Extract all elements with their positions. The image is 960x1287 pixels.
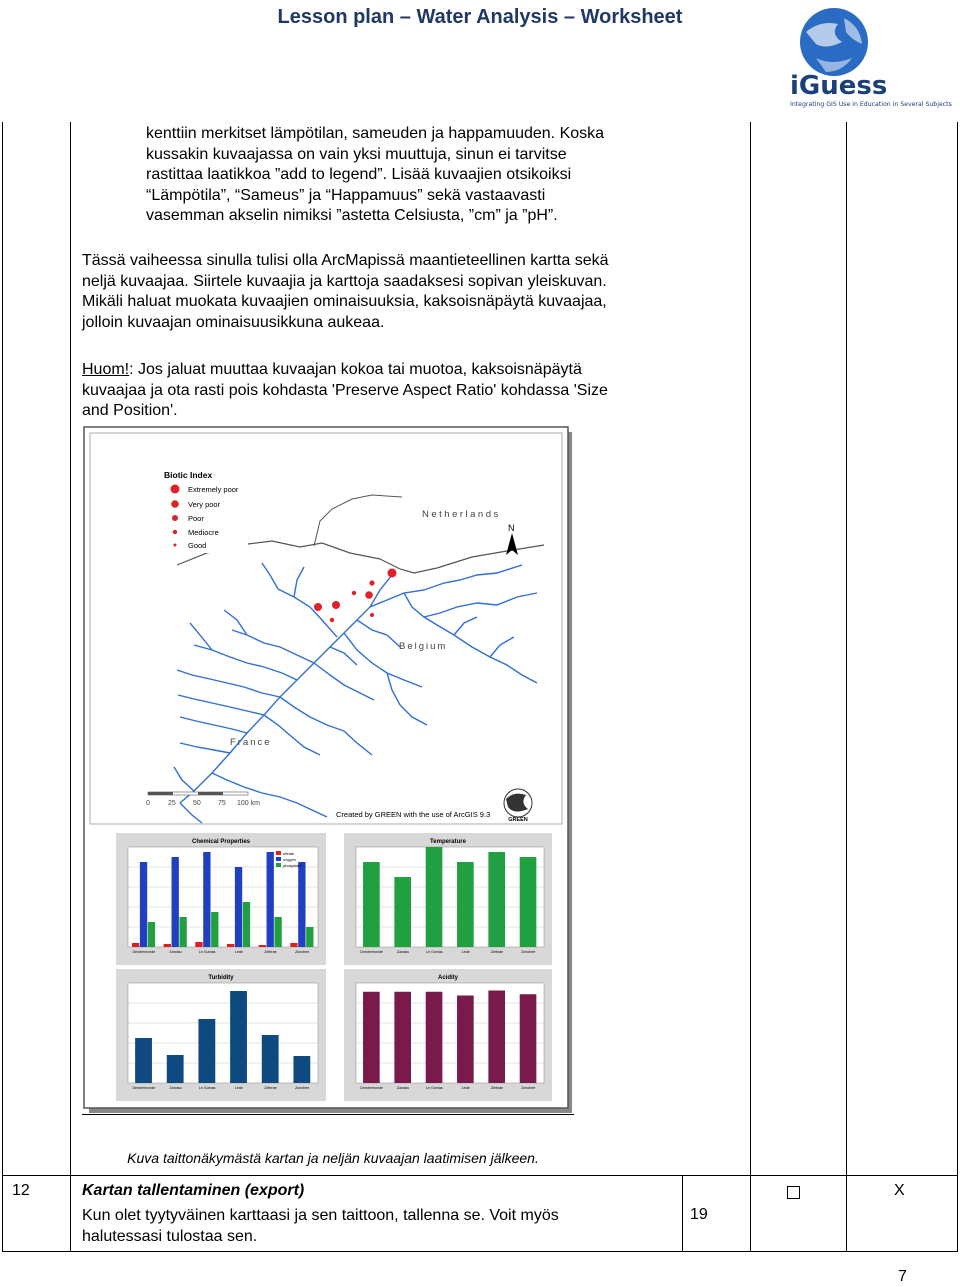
- chemical-properties-legend-label: phosphate: [283, 863, 302, 868]
- temperature-category-label: Zonobee: [521, 950, 536, 954]
- map-credit: Created by GREEN with the use of ArcGIS 9.3: [336, 810, 491, 819]
- legend-label-good: Good: [188, 541, 207, 550]
- logo-tagline: Integrating GIS Use in Education in Several Subjects: [790, 101, 952, 108]
- text-line: “Lämpötila”, “Sameus” ja “Happamuus” sekä vastaavasti: [146, 186, 546, 204]
- page-header-title: Lesson plan – Water Analysis – Worksheet: [277, 6, 683, 28]
- chemical-properties-plot-area: [128, 847, 318, 947]
- step-mark: X: [894, 1182, 905, 1199]
- chemical-properties-bar: [132, 943, 139, 947]
- chemical-properties-bar: [203, 852, 210, 947]
- sample-point-very-poor: [365, 591, 373, 599]
- chemical-properties-bar: [306, 927, 313, 947]
- chemical-properties-bar: [148, 922, 155, 947]
- chemical-properties-legend-label: nitrate: [283, 851, 295, 856]
- temperature-category-label: Le Gumas: [426, 950, 443, 954]
- legend-label-very-poor: Very poor: [188, 500, 221, 509]
- chemical-properties-bar: [290, 943, 297, 947]
- text-line: vasemman akselin nimiksi ”astetta Celsiusta, ”cm” ja ”pH”.: [146, 207, 558, 225]
- text-line: Mikäli haluat muokata kuvaajien ominaisuuksia, kaksoisnäpäytä kuvaajaa,: [82, 293, 607, 311]
- temperature-category-label: Zandau: [396, 950, 410, 954]
- acidity-bar: [394, 992, 411, 1083]
- temperature-title: Temperature: [430, 839, 466, 845]
- chemical-properties-bar: [227, 944, 234, 947]
- turbidity-category-label: Ziebrae: [264, 1086, 277, 1090]
- chemical-properties-legend-swatch: [276, 863, 281, 867]
- acidity-chart: [344, 969, 552, 1101]
- chemical-properties-category-label: Dendermonde: [132, 950, 156, 954]
- acidity-category-label: Zonobee: [521, 1086, 536, 1090]
- north-label: N: [508, 523, 515, 533]
- chemical-properties-title: Chemical Properties: [191, 839, 251, 845]
- text-line: neljä kuvaajaa. Siirtele kuvaajia ja karttoja saadaksesi sopivan yleiskuvan.: [82, 272, 607, 290]
- sample-point-very-poor: [332, 601, 340, 609]
- chemical-properties-bar: [195, 942, 202, 947]
- temperature-bar: [488, 852, 505, 947]
- legend-title: Biotic Index: [164, 470, 213, 480]
- chemical-properties-bar: [235, 867, 242, 947]
- figure-caption: Kuva taittonäkymästä kartan ja neljän kuvaajan laatimisen jälkeen.: [127, 1150, 539, 1166]
- turbidity-category-label: Lede: [234, 1086, 243, 1090]
- sample-point-poor: [369, 580, 374, 585]
- turbidity-category-label: Zandau: [169, 1086, 182, 1090]
- sample-point-mediocre: [352, 591, 356, 595]
- scale-label: 25: [168, 800, 176, 807]
- acidity-category-label: Ziebrae: [490, 1086, 504, 1090]
- acidity-bar: [426, 992, 443, 1083]
- temperature-bar: [394, 877, 411, 947]
- scale-label: 75: [218, 800, 226, 807]
- scale-label: 50: [193, 800, 201, 807]
- turbidity-category-label: Le Gumas: [198, 1086, 216, 1090]
- text-line: rastittaa laatikkoa ”add to legend”. Lisää kuvaajien otsikoiksi: [146, 166, 572, 184]
- scale-label: 0: [146, 800, 150, 807]
- chemical-properties-bar: [274, 917, 281, 947]
- chemical-properties-category-label: Ziebrae: [264, 950, 277, 954]
- legend-symbol-mediocre: [173, 530, 177, 534]
- temperature-plot-area: [356, 847, 544, 947]
- legend-symbol-good: [174, 544, 177, 547]
- table-divider-3: [846, 122, 847, 1252]
- acidity-category-label: Zandau: [396, 1086, 410, 1090]
- legend-label-extremely-poor: Extremely poor: [188, 485, 239, 494]
- text-line: kenttiin merkitset lämpötilan, sameuden ja happamuuden. Koska: [146, 125, 605, 142]
- acidity-category-label: Lede: [461, 1086, 470, 1090]
- turbidity-chart: [116, 969, 326, 1101]
- step-minutes: 19: [690, 1206, 708, 1223]
- turbidity-bar: [167, 1055, 184, 1083]
- step-number: 12: [12, 1182, 30, 1199]
- table-border-left: [2, 122, 3, 1252]
- logo-wordmark: iGuess: [790, 71, 888, 101]
- map-label-france: France: [230, 737, 272, 748]
- text-line: kuvaajaa ja ota rasti pois kohdasta 'Preserve Aspect Ratio' kohdassa 'Size: [82, 381, 608, 399]
- chemical-properties-category-label: Le Gumas: [198, 950, 216, 954]
- sample-point-mediocre: [330, 618, 334, 622]
- turbidity-bar: [293, 1056, 310, 1083]
- table-divider-2: [750, 122, 751, 1252]
- temperature-bar: [363, 862, 380, 947]
- turbidity-title: Turbidity: [208, 975, 234, 981]
- chemical-properties-category-label: Lede: [234, 950, 243, 954]
- temperature-bar: [520, 857, 537, 947]
- map-label-netherlands: Netherlands: [422, 509, 501, 520]
- chemical-properties-bar: [259, 945, 266, 947]
- text-line: and Position'.: [82, 402, 178, 420]
- arcmap-layout-svg: [82, 425, 574, 1115]
- acidity-bar: [363, 992, 380, 1083]
- done-checkbox[interactable]: [787, 1186, 800, 1199]
- chemical-properties-bar: [179, 917, 186, 947]
- chemical-properties-legend-swatch: [276, 857, 281, 861]
- table-divider-time: [682, 1175, 683, 1252]
- chemical-properties-bar: [164, 944, 171, 947]
- acidity-bar: [488, 991, 505, 1084]
- acidity-category-label: Le Gumas: [426, 1086, 443, 1090]
- text-line: jolloin kuvaajan ominaisuusikkuna aukeaa.: [82, 313, 385, 331]
- chemical-properties-bar: [298, 862, 305, 947]
- figure-bottom-rule: [82, 1114, 574, 1115]
- note-paragraph: [82, 360, 742, 422]
- legend-symbol-poor: [172, 515, 178, 521]
- text-line: Tässä vaiheessa sinulla tulisi olla ArcMapissä maantieteellinen kartta sekä: [82, 252, 609, 269]
- turbidity-plot-area: [128, 983, 318, 1083]
- table-bottom-border: [2, 1251, 958, 1252]
- turbidity-category-label: Dendermonde: [132, 1086, 156, 1090]
- temperature-bar: [457, 862, 474, 947]
- acidity-bar: [457, 996, 474, 1084]
- arcmap-layout-figure: [82, 425, 574, 1115]
- turbidity-bar: [230, 991, 247, 1083]
- acidity-bar: [520, 994, 537, 1083]
- sample-point-extremely-poor: [388, 569, 397, 578]
- iguess-logo: [786, 2, 960, 112]
- chemical-properties-bar: [267, 852, 274, 947]
- note-label: Huom!: [82, 361, 130, 378]
- chemical-properties-chart: [116, 833, 326, 965]
- text-line: kussakin kuvaajassa on vain yksi muuttuja, sinun ei tarvitse: [146, 145, 567, 163]
- chemical-properties-legend-swatch: [276, 851, 281, 855]
- step-title: Kartan tallentaminen (export): [82, 1182, 305, 1199]
- map-label-belgium: Belgium: [399, 641, 448, 652]
- temperature-category-label: Ziebrae: [490, 950, 504, 954]
- page-number: 7: [898, 1268, 907, 1285]
- turbidity-bar: [262, 1035, 279, 1083]
- instruction-paragraph-2: [82, 251, 742, 333]
- turbidity-bar: [135, 1038, 152, 1083]
- legend-label-poor: Poor: [188, 514, 204, 523]
- sample-point-very-poor: [314, 603, 322, 611]
- sample-point-good: [370, 613, 374, 617]
- chemical-properties-bar: [243, 902, 250, 947]
- acidity-category-label: Dendermonde: [360, 1086, 384, 1090]
- temperature-bar: [426, 847, 443, 947]
- legend-symbol-very-poor: [171, 500, 179, 508]
- scale-label: 100 km: [237, 800, 260, 807]
- green-logo-text: GREEN: [508, 817, 528, 823]
- chemical-properties-bar: [172, 857, 179, 947]
- legend-symbol-extremely-poor: [171, 485, 180, 494]
- instruction-paragraph-1: [146, 124, 706, 227]
- turbidity-category-label: Zonobee: [295, 1086, 310, 1090]
- chemical-properties-category-label: Zonobee: [295, 950, 310, 954]
- temperature-category-label: Dendermonde: [360, 950, 384, 954]
- step-description: Kun olet tyytyväinen karttaasi ja sen taittoon, tallenna se. Voit myös halutessasi tulostaa sen.: [82, 1207, 559, 1245]
- acidity-plot-area: [356, 983, 544, 1083]
- chemical-properties-bar: [140, 862, 147, 947]
- table-row-separator: [2, 1175, 958, 1176]
- turbidity-bar: [198, 1019, 215, 1083]
- table-border-right: [957, 122, 958, 1252]
- legend-label-mediocre: Mediocre: [188, 528, 219, 537]
- chemical-properties-category-label: Zandau: [169, 950, 182, 954]
- table-divider-1: [70, 122, 71, 1252]
- temperature-category-label: Lede: [461, 950, 470, 954]
- temperature-chart: [344, 833, 552, 965]
- chemical-properties-bar: [211, 912, 218, 947]
- acidity-title: Acidity: [437, 975, 459, 981]
- text-line: : Jos jaluat muuttaa kuvaajan kokoa tai muotoa, kaksoisnäpäytä: [129, 361, 582, 378]
- chemical-properties-legend-label: oxygen: [283, 857, 296, 862]
